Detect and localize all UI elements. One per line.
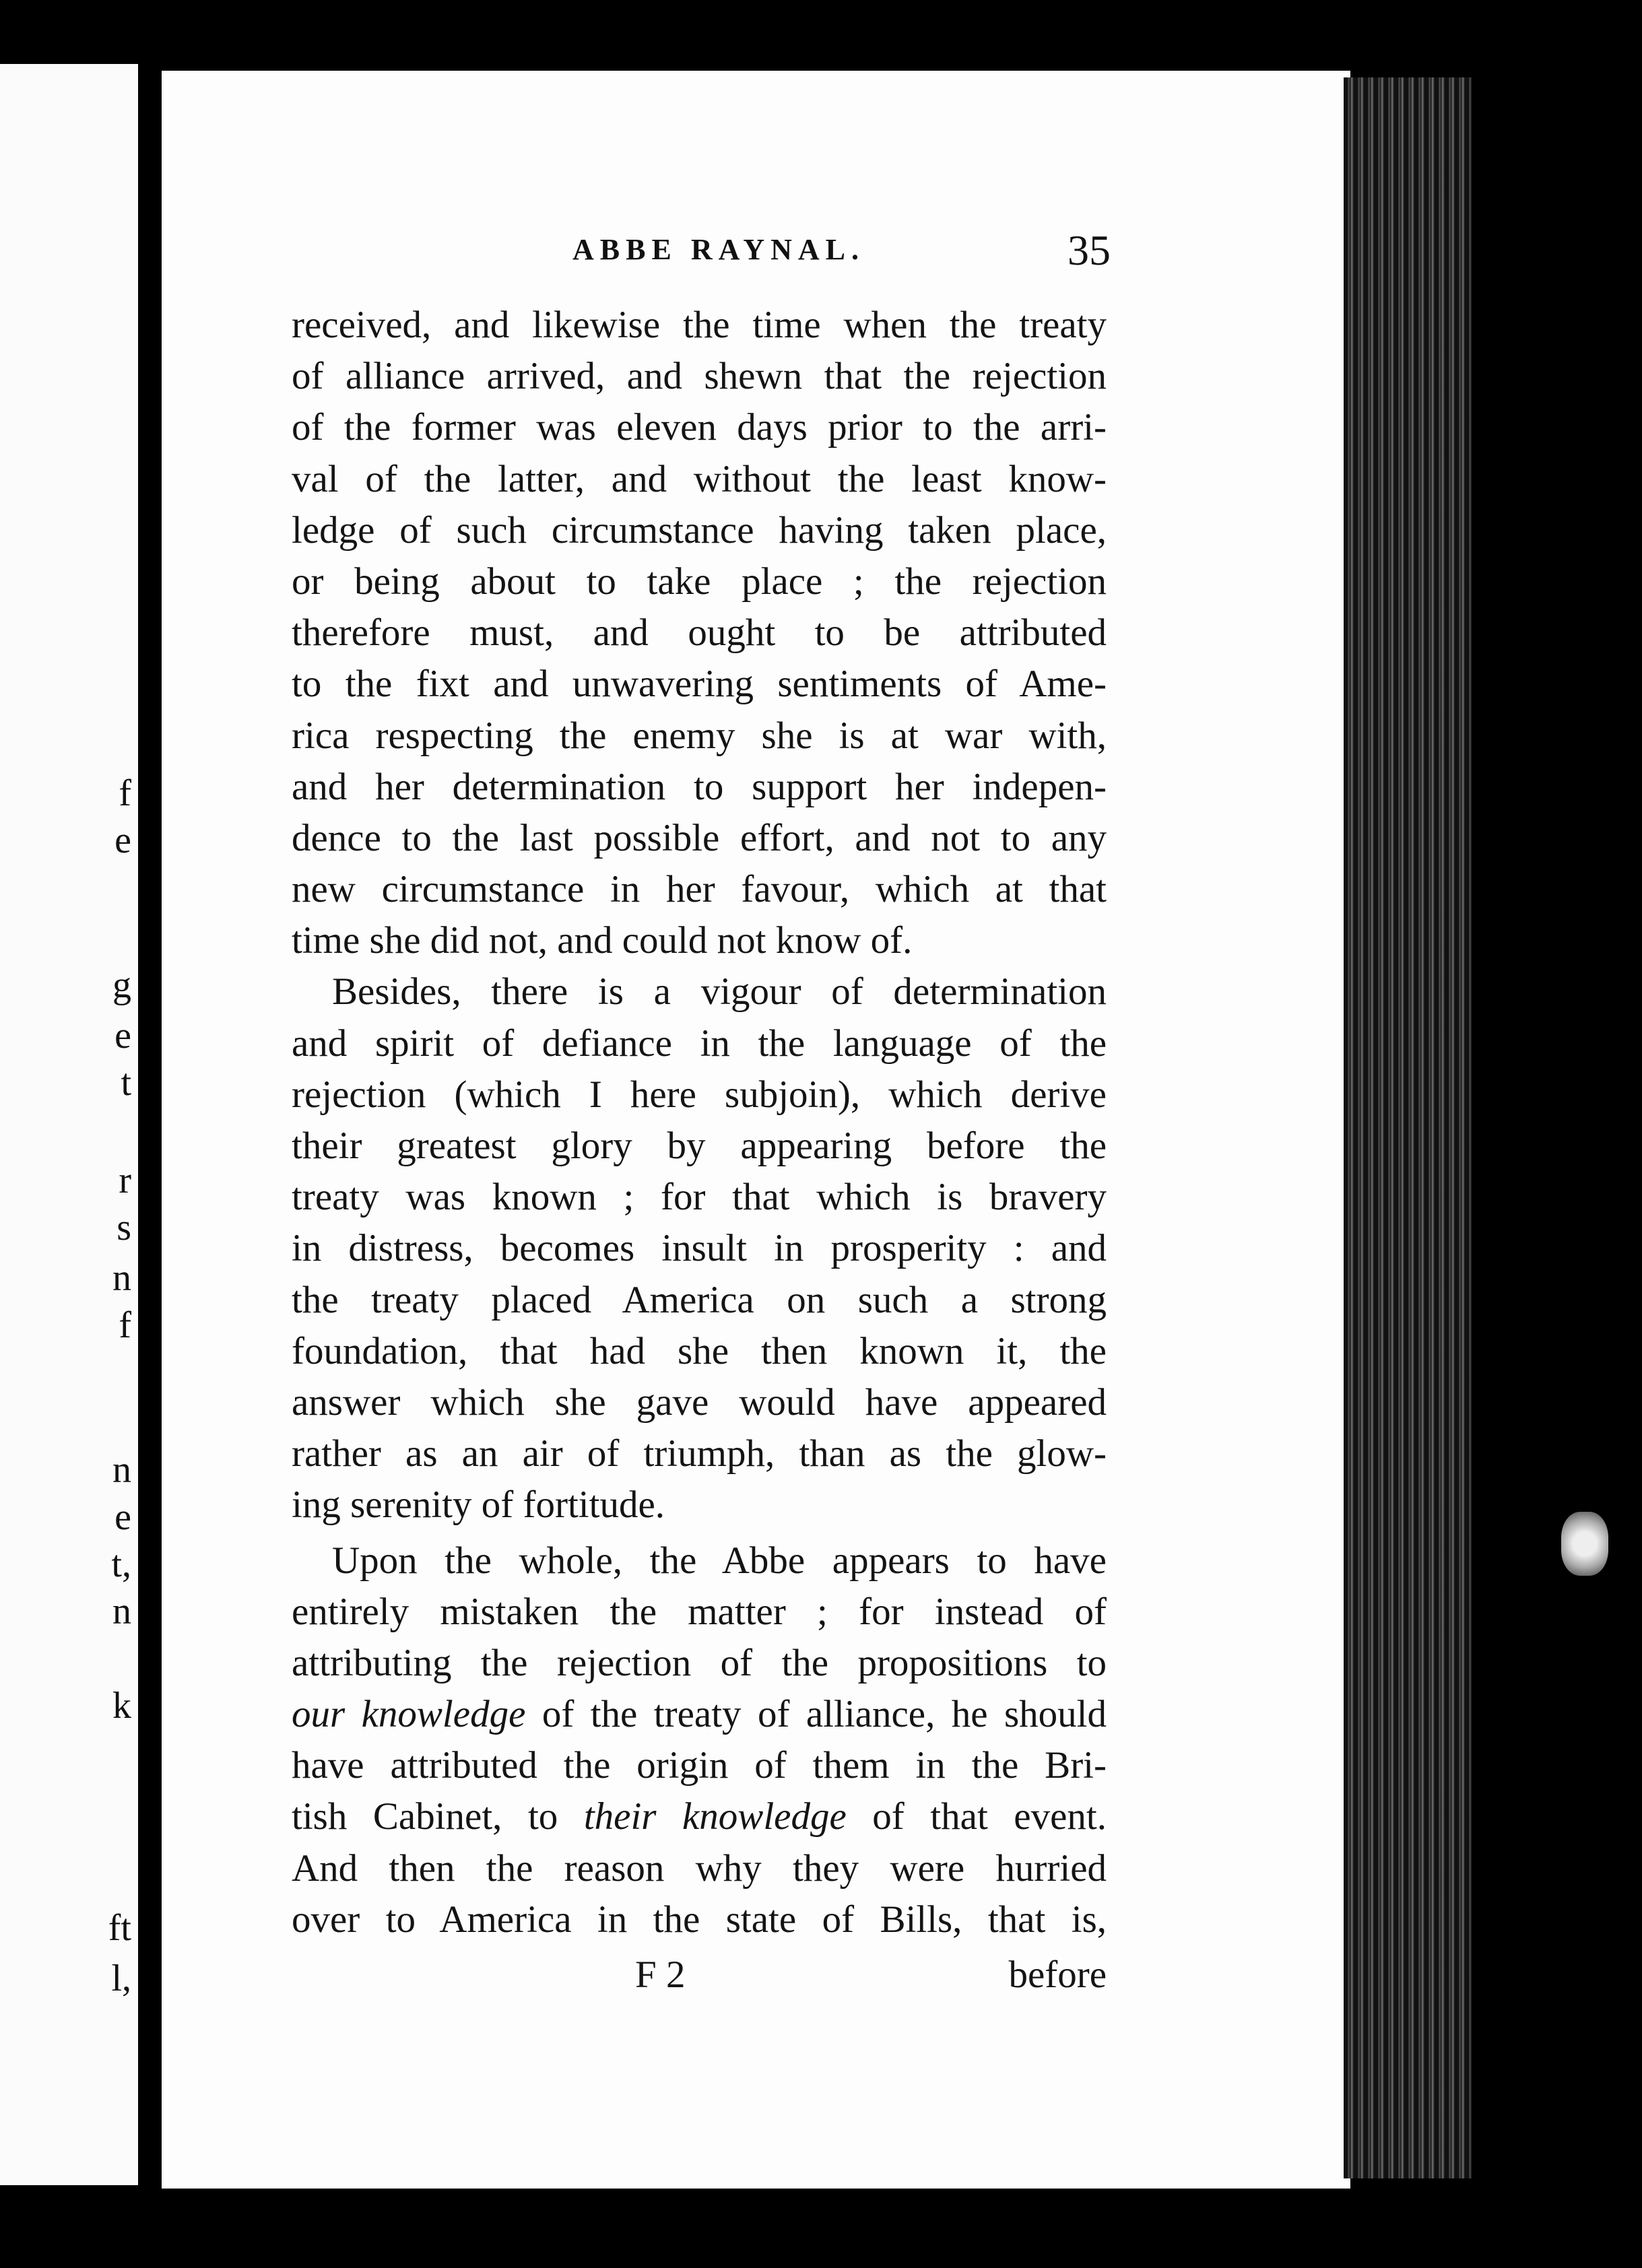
text-line: have attributed the origin of them in the Bri- <box>292 1744 1107 1787</box>
text-line: ing serenity of fortitude. <box>292 1483 665 1527</box>
text-line: ledge of such circumstance having taken place, <box>292 508 1107 552</box>
text-line: foundation, that had she then known it, the <box>292 1329 1107 1372</box>
catchword: before <box>1008 1954 1107 1996</box>
text-line-with-italic <box>292 1791 1107 1842</box>
text-line: or being about to take place ; the rejection <box>292 560 1107 603</box>
text-line: time she did not, and could not know of. <box>292 919 913 962</box>
text-line: attributing the rejection of the propositions to <box>292 1641 1107 1684</box>
paragraph-start-line: Upon the whole, the Abbe appears to have <box>332 1539 1107 1582</box>
italic-phrase: our knowledge <box>292 1693 526 1736</box>
margin-fragment: n <box>112 1449 131 1491</box>
text-line: over to America in the state of Bills, that is, <box>292 1898 1107 1941</box>
margin-fragment: e <box>114 1496 131 1538</box>
text-line: and her determination to support her indepen- <box>292 765 1107 808</box>
text-line: dence to the last possible effort, and not to any <box>292 816 1107 859</box>
margin-fragment: t <box>121 1062 131 1104</box>
text-fragment: of the treaty of alliance, he should <box>541 1693 1107 1736</box>
text-fragment: of that event. <box>872 1795 1107 1838</box>
text-line: rejection (which I here subjoin), which derive <box>292 1073 1107 1116</box>
margin-fragment: k <box>112 1685 131 1727</box>
text-line: answer which she gave would have appeared <box>292 1380 1107 1424</box>
margin-fragment: n <box>112 1591 131 1632</box>
margin-fragment: s <box>117 1207 131 1248</box>
margin-fragment: e <box>114 1015 131 1057</box>
margin-fragment: f <box>119 1304 131 1346</box>
text-line: received, and likewise the time when the treaty <box>292 304 1107 346</box>
text-line: rica respecting the enemy she is at war with, <box>292 714 1107 757</box>
text-line: val of the latter, and without the least know- <box>292 457 1107 500</box>
body-text <box>292 300 1107 1945</box>
paper-damage-spot <box>1561 1512 1608 1576</box>
left-page-margin-fragments <box>0 64 138 2185</box>
text-line: the treaty placed America on such a strong <box>292 1278 1107 1321</box>
text-line: And then the reason why they were hurried <box>292 1846 1107 1890</box>
text-line: of the former was eleven days prior to the arri- <box>292 406 1107 449</box>
running-head: ABBE RAYNAL. <box>572 233 865 266</box>
margin-fragment: r <box>119 1160 131 1201</box>
text-line: to the fixt and unwavering sentiments of Ame- <box>292 663 1107 706</box>
left-facing-page <box>0 64 138 2185</box>
text-line: treaty was known ; for that which is bravery <box>292 1176 1107 1219</box>
text-line: in distress, becomes insult in prosperity : and <box>292 1227 1107 1270</box>
margin-fragment: t, <box>111 1543 131 1585</box>
page-number: 35 <box>1068 226 1111 274</box>
text-line: their greatest glory by appearing before the <box>292 1125 1107 1167</box>
italic-phrase: their knowledge <box>583 1795 847 1838</box>
margin-fragment: n <box>112 1257 131 1299</box>
margin-fragment: g <box>112 964 131 1006</box>
paragraph-start-line: Besides, there is a vigour of determination <box>332 970 1107 1013</box>
margin-fragment: ft <box>108 1907 131 1949</box>
margin-fragment: e <box>114 820 131 861</box>
margin-fragment: f <box>119 772 131 814</box>
signature-mark: F 2 <box>635 1954 686 1996</box>
text-line: entirely mistaken the matter ; for instead of <box>292 1590 1107 1633</box>
text-line: therefore must, and ought to be attributed <box>292 611 1107 655</box>
text-line-with-italic <box>292 1689 1107 1740</box>
page-edge-stack <box>1344 77 1472 2178</box>
text-fragment: tish Cabinet, to <box>292 1795 558 1838</box>
text-line: of alliance arrived, and shewn that the rejection <box>292 355 1107 398</box>
text-line: new circumstance in her favour, which at that <box>292 868 1107 911</box>
margin-fragment: l, <box>111 1958 131 1999</box>
text-line: and spirit of defiance in the language of the <box>292 1022 1107 1065</box>
text-line: rather as an air of triumph, than as the glow- <box>292 1432 1107 1475</box>
